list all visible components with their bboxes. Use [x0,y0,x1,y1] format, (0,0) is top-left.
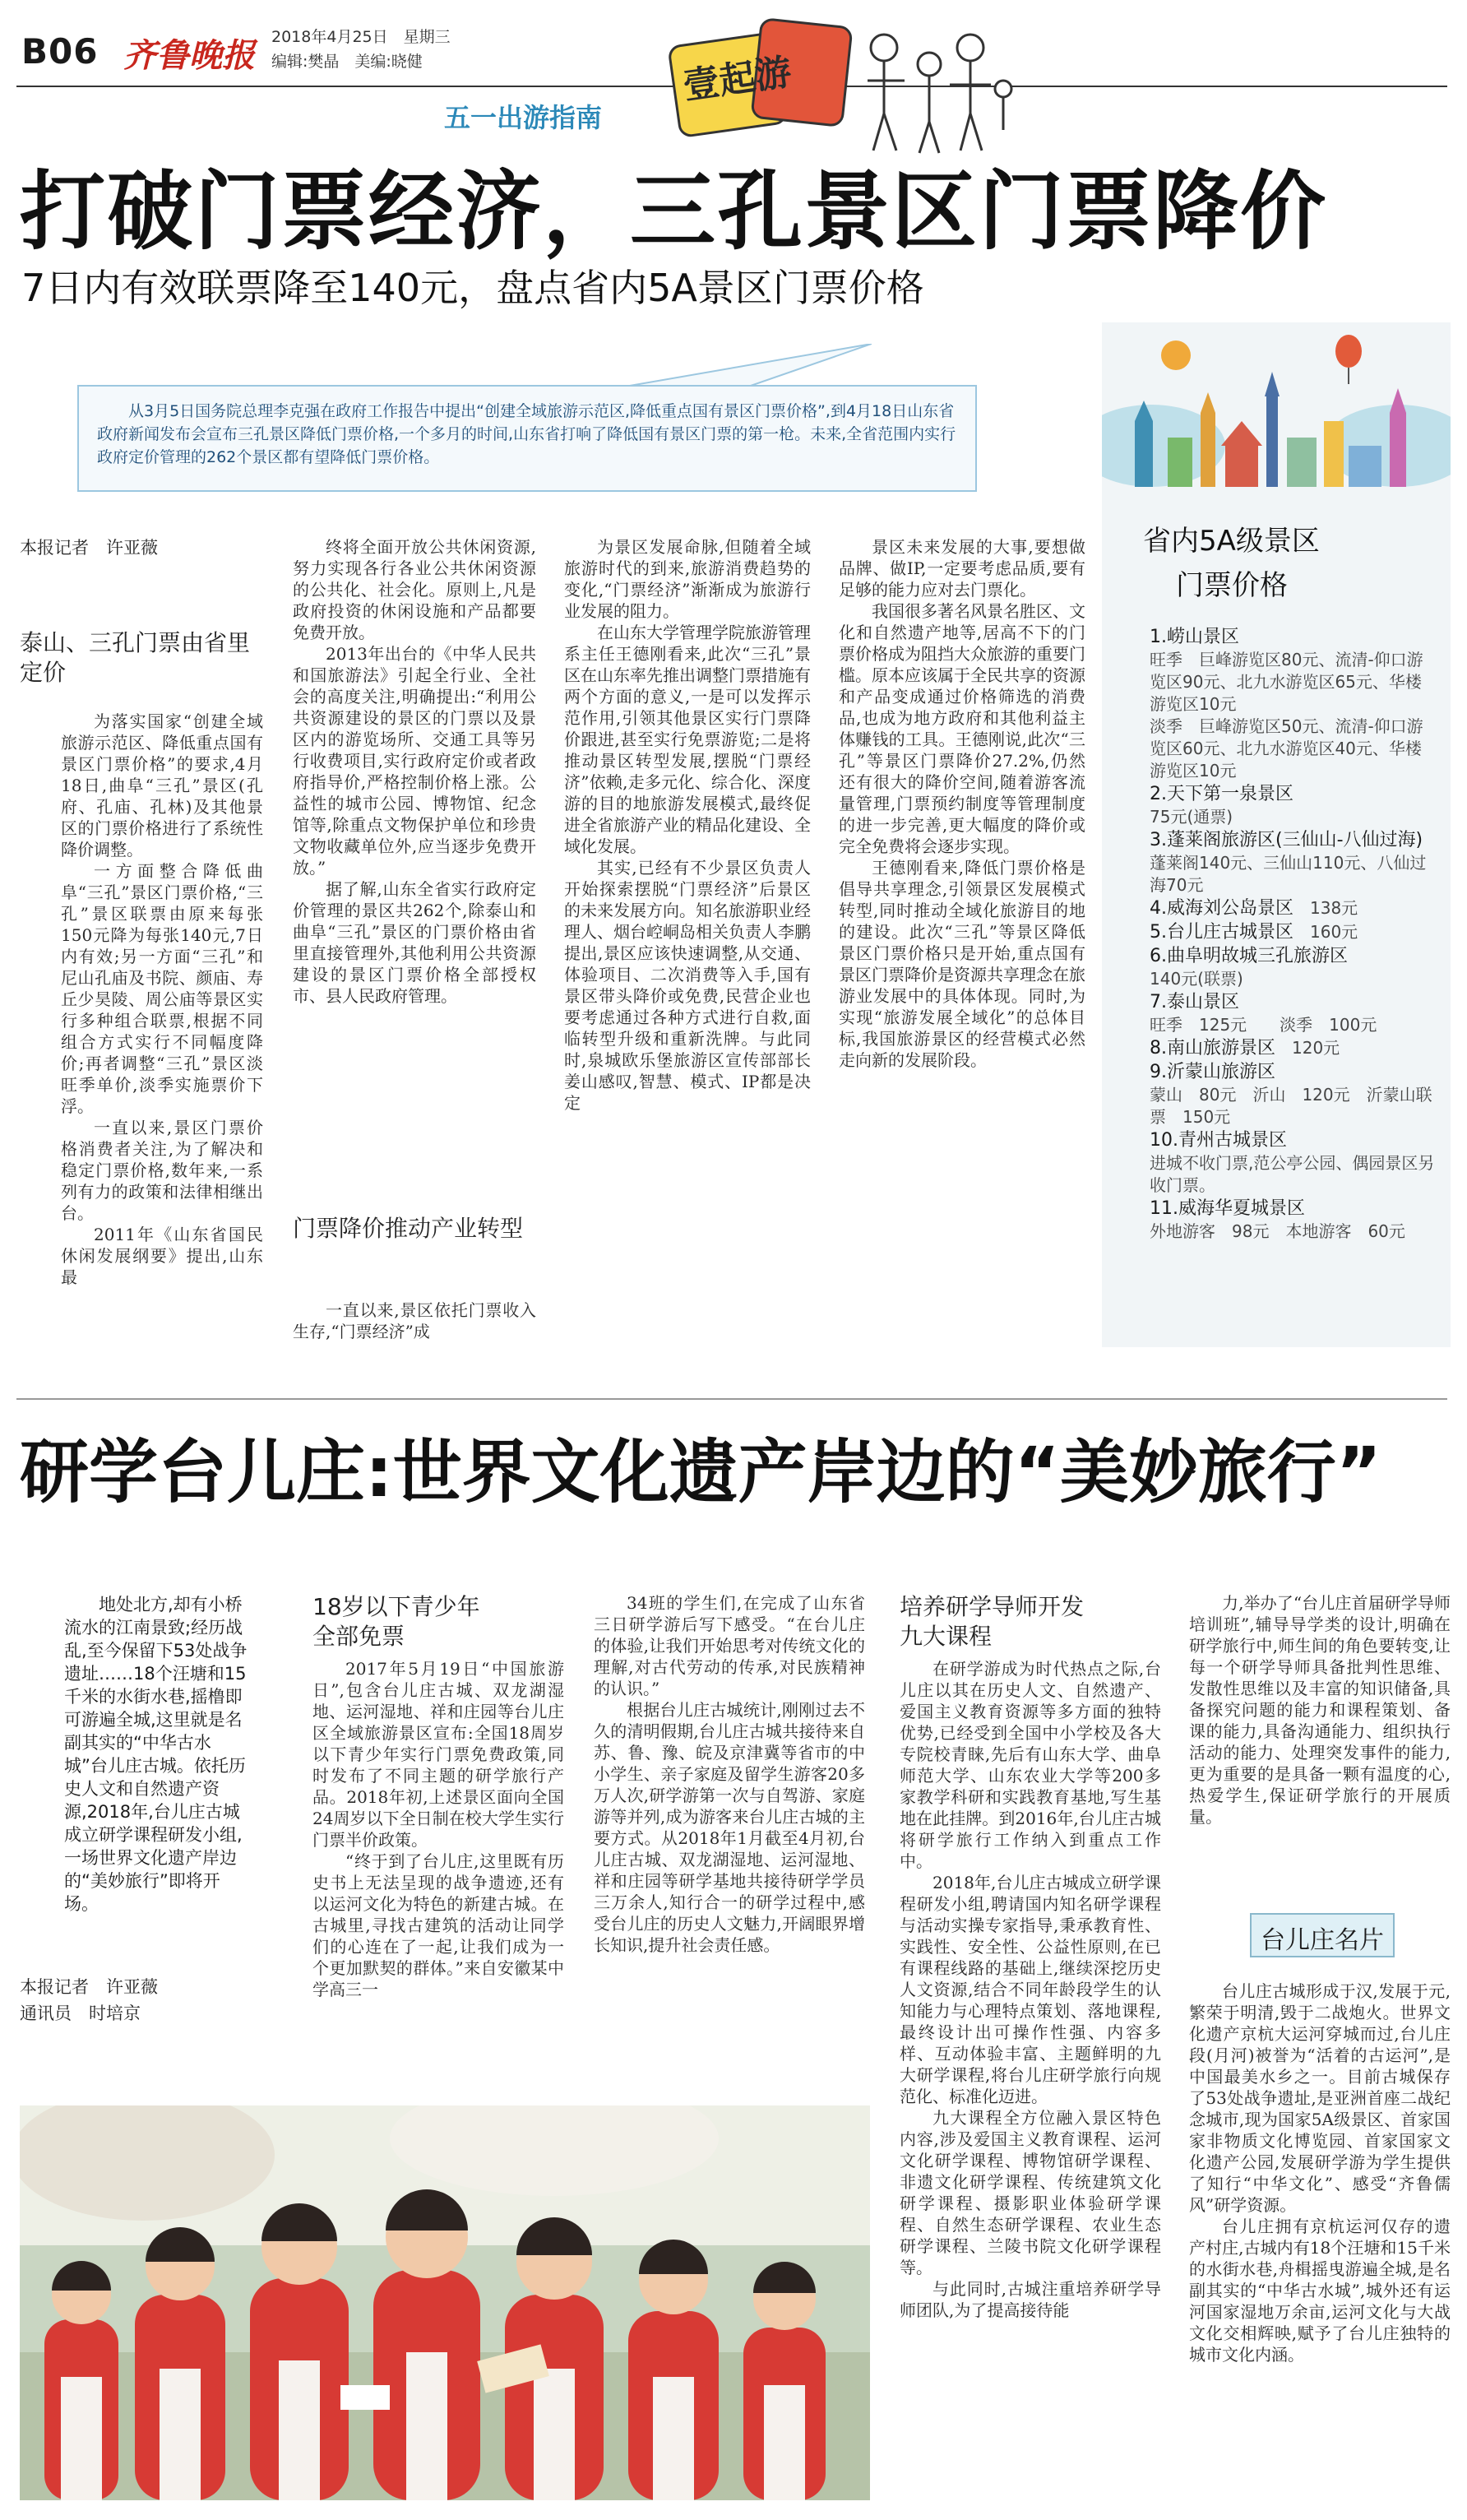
namecard-title: 台儿庄名片 [1261,1926,1384,1955]
scenic-price: 120元 [1292,1038,1340,1058]
subheadline-ticket-price: 7日内有效联票降至140元，盘点省内5A景区门票价格 [21,266,924,310]
article-column [1189,1980,1451,2365]
list-item [1150,828,1437,896]
lead-paragraph: 地处北方,却有小桥流水的江南景致;经历战乱,至今保留下53处战争遗址……18个汪塘和15千米的水街水巷,摇橹即可游遍全城,这里就是名副其实的“中华古水城”台儿庄古城。依托历史人文和自然遗产资源,2018年,台儿庄古城成立研学课程研发小组,一场世界文化遗产岸边的“美妙旅行”即将开场。 [64,1595,248,1914]
page-number: B06 [21,31,99,72]
paragraph: 2011年《山东省国民休闲发展纲要》提出,山东最 [61,1225,263,1287]
article-column [312,1658,564,2000]
paragraph: 2013年出台的《中华人民共和国旅游法》引起全行业、全社会的高度关注,明确提出:“利用公共资源建设的景区的门票以及景区内的游览场所、交通工具等另行收费项目,实行政府定价或者政府指导价,严格控制价格上涨。公益性的城市公园、博物馆、纪念馆等,除重点文物保护单位和珍贵文物收藏单位外,应当逐步免费开放。” [293,644,536,878]
section-title: 五一出游指南 [444,102,603,133]
list-item [1150,782,1437,828]
newspaper-logo: 齐鲁晚报 [123,36,255,75]
section-art-text: 壹起游 [680,51,794,108]
paragraph: 2017年5月19日“中国旅游日”,包含台儿庄古城、双龙湖湿地、运河湿地、祥和庄园等台儿庄区全域旅游景区宣布:全国18周岁以下青少年实行门票免费政策,同时发布了不同主题的研学旅行产品。2018年初,上述景区面向全国24周岁以下全日制在校大学生实行门票半价政策。 [312,1659,564,1850]
list-item [1150,625,1437,716]
scenic-price: 旺季 巨峰游览区80元、流清-仰口游览区90元、北九水游览区65元、华楼游览区10元 [1150,650,1423,714]
scenic-price: 138元 [1310,898,1358,918]
paragraph: 一直以来,景区依托门票收入生存,“门票经济”成 [293,1300,536,1341]
scenic-price: 75元(通票) [1150,807,1233,827]
price-list [1150,625,1437,1243]
article-column [293,536,536,1007]
scenic-name: 8.南山旅游景区 [1150,1038,1275,1058]
article-column [61,711,263,1288]
scenic-name: 7.泰山景区 [1150,992,1239,1012]
list-item [1150,896,1437,920]
scenic-name: 5.台儿庄古城景区 [1150,922,1293,943]
article-column [1189,1592,1451,1827]
date-line: 2018年4月25日 星期三 [271,28,451,46]
intro-text: 从3月5日国务院总理李克强在政府工作报告中提出“创建全域旅游示范区,降低重点国有景区门票价格”,到4月18日山东省政府新闻发布会宣布三孔景区降低门票价格,一个多月的时间,山东省打响了降低国有景区门票的第一枪。未来,全省范围内实行政府定价管理的262个景区都有望降低门票价格。 [97,402,956,466]
paragraph: 一方面整合降低曲阜“三孔”景区门票价格,“三孔”景区联票由原来每张150元降为每张140元,7日内有效;另一方面“三孔”和尼山孔庙及书院、颜庙、寿丘少昊陵、周公庙等景区实行多种组合联票,根据不同组合方式实行不同幅度降价;再者调整“三孔”景区淡旺季单价,淡季实施票价下浮。 [61,861,263,1116]
paragraph: 在研学游成为时代热点之际,台儿庄以其在历史人文、自然遗产、爱国主义教育资源等多方面的独特优势,已经受到全国中小学校及各大专院校青睐,先后有山东大学、曲阜师范大学、山东农业大学等200多家教学科研和实践教育基地,写生基地在此挂牌。到2016年,台儿庄古城将研学旅行工作纳入到重点工作中。 [900,1659,1161,1871]
scenic-name: 3.蓬莱阁旅游区(三仙山-八仙过海) [1150,830,1423,850]
paragraph: “终于到了台儿庄,这里既有历史书上无法呈现的战争遗迹,还有以运河文化为特色的新建古城。在古城里,寻找古建筑的活动让同学们的心连在了一起,让我们成为一个更加默契的群体。”来自安徽某中学高三一 [312,1851,564,1999]
list-item [1150,920,1437,944]
paragraph: 终将全面开放公共休闲资源,努力实现各行各业公共休闲资源的公共化、社会化。原则上,凡是政府投资的休闲设施和产品都要免费开放。 [293,537,536,642]
scenic-name: 2.天下第一泉景区 [1150,784,1293,804]
byline: 本报记者 许亚薇 [20,538,158,558]
paragraph: 力,举办了“台儿庄首届研学导师培训班”,辅导导学类的设计,明确在研学旅行中,师生间的角色要转变,让每一个研学导师具备批判性思维、发散性思维以及丰富的知识储备,具备探究问题的能力和课程策划、备课的能力,具备沟通能力、组织执行活动的能力、处理突发事件的能力,更为重要的是具备一颗有温度的心,热爱学生,保证研学旅行的开展质量。 [1189,1593,1451,1827]
article-column [594,1592,865,1956]
article-column [564,536,811,1114]
paragraph: 为景区发展命脉,但随着全域旅游时代的到来,旅游消费趋势的变化,“门票经济”渐渐成为旅游行业发展的阻力。 [564,537,811,621]
scenic-price: 蒙山 80元 沂山 120元 沂蒙山联票 150元 [1150,1085,1432,1127]
headline-study-tour: 研学台儿庄:世界文化遗产岸边的“美妙旅行” [20,1432,1382,1512]
list-item [1150,990,1437,1036]
scenic-price: 旺季 125元 淡季 100元 [1150,1015,1377,1035]
paragraph: 王德刚看来,降低门票价格是倡导共享理念,引领景区发展模式转型,同时推动全域化旅游目的地的建设。此次“三孔”等景区降低景区门票价格只是开始,重点国有景区门票降价是资源共享理念在旅游业发展中的具体体现。同时,为实现“旅游发展全域化”的总体目标,我国旅游景区的经营模式必然走向新的发展阶段。 [839,858,1085,1070]
byline: 本报记者 许亚薇 [20,1977,158,1997]
article-column [839,536,1085,1071]
callout-tail [625,344,872,387]
section-subhead: 培养研学导师开发九大课程 [900,1593,1085,1650]
panel-title: 省内5A级景区 [1143,525,1320,558]
paragraph: 为落实国家“创建全域旅游示范区、降低重点国有景区门票价格”的要求,4月18日,曲阜“三孔”景区(孔府、孔庙、孔林)及其他景区的门票价格进行了系统性降价调整。 [61,711,263,859]
scenic-price: 外地游客 98元 本地游客 60元 [1150,1221,1405,1241]
scenic-price: 蓬莱阁140元、三仙山110元、八仙过海70元 [1150,853,1427,895]
paragraph: 34班的学生们,在完成了山东省三日研学游后写下感受。“在台儿庄的体验,让我们开始思考对传统文化的理解,对古代劳动的传承,对民族精神的认识。” [594,1593,865,1698]
paragraph: 2018年,台儿庄古城成立研学课程研发小组,聘请国内知名研学课程与活动实操专家指导,秉承教育性、实践性、安全性、公益性原则,在已有课程线路的基础上,继续深挖历史人文资源,结合不同年龄段学生的认知能力与心理特点策划、落地课程,最终设计出可操作性强、内容多样、互动体验丰富、主题鲜明的九大研学课程,将台儿庄研学旅行向规范化、标准化迈进。 [900,1873,1161,2106]
scenic-price: 140元(联票) [1150,969,1243,989]
paragraph: 台儿庄古城形成于汉,发展于元,繁荣于明清,毁于二战炮火。世界文化遗产京杭大运河穿城而过,台儿庄段(月河)被誉为“活着的古运河”,是中国最美水乡之一。目前古城保存了53处战争遗址,是亚洲首座二战纪念城市,现为国家5A级景区、首家国家非物质文化博览园、首家国家文化遗产公园,发展研学游为学生提供了知行“中华文化”、感受“齐鲁儒风”研学资源。 [1189,1981,1451,2215]
paragraph: 其实,已经有不少景区负责人开始探索摆脱“门票经济”后景区的未来发展方向。知名旅游职业经理人、烟台崆峒岛相关负责人李鹏提出,景区应该快速调整,从交通、体验项目、二次消费等入手,国有景区带头降价或免费,民营企业也要考虑通过各种方式进行自救,面临转型升级和重新洗牌。与此同时,泉城欧乐堡旅游区宣传部部长姜山感叹,智慧、模式、IP都是决定 [564,858,811,1113]
list-item [1150,1197,1437,1243]
scenic-name: 9.沂蒙山旅游区 [1150,1062,1275,1082]
article-column [900,1658,1161,2321]
section-subhead: 泰山、三孔门票由省里定价 [20,629,251,686]
scenic-price: 160元 [1310,922,1358,942]
editor-line: 编辑:樊晶 美编:晓健 [271,53,423,71]
list-item [1150,1036,1437,1060]
paragraph: 在山东大学管理学院旅游管理系主任王德刚看来,此次“三孔”景区在山东率先推出调整门票措施有两个方面的意义,一是可以发挥示范作用,引领其他景区实行门票降价跟进,甚至实行免票游览;二是将推动景区转型发展,摆脱“门票经济”依赖,走多元化、综合化、深度游的目的地旅游发展模式,最终促进全省旅游产业的精品化建设、全域化发展。 [564,623,811,856]
scenic-name: 6.曲阜明故城三孔旅游区 [1150,946,1348,966]
article-column [293,1299,536,1342]
headline-ticket-price: 打破门票经济，三孔景区门票降价 [20,161,1328,262]
landmarks-illustration-icon [1102,322,1451,528]
paragraph: 九大课程全方位融入景区特色内容,涉及爱国主义教育课程、运河文化研学课程、博物馆研学课程、非遗文化研学课程、传统建筑文化研学课程、摄影职业体验研学课程、自然生态研学课程、农业生态研学课程、兰陵书院文化研学课程等。 [900,2108,1161,2277]
scenic-name: 10.青州古城景区 [1150,1130,1287,1151]
section-subhead: 18岁以下青少年全部免票 [312,1593,480,1650]
paragraph: 景区未来发展的大事,要想做品牌、做IP,一定要考虑品质,要有足够的能力应对去门票化。 [839,537,1085,600]
paragraph: 根据台儿庄古城统计,刚刚过去不久的清明假期,台儿庄古城共接待来自苏、鲁、豫、皖及京津冀等省市的中小学生、亲子家庭及留学生游客20多万人次,研学游第一次与自驾游、家庭游等并列,成为游客来台儿庄古城的主要方式。从2018年1月截至4月初,台儿庄古城、双龙湖湿地、运河湿地、祥和庄园等研学基地共接待研学学员三万余人,知行合一的研学过程中,感受台儿庄的历史人文魅力,开阔眼界增长知识,提升社会责任感。 [594,1700,865,1955]
paragraph: 一直以来,景区门票价格消费者关注,为了解决和稳定门票价格,数年来,一系列有力的政策和法律相继出台。 [61,1118,263,1223]
list-item [1150,1060,1437,1128]
scenic-price: 进城不收门票,范公亭公园、偶园景区另收门票。 [1150,1153,1435,1195]
list-item [1150,944,1437,990]
list-item [1150,716,1437,782]
section-subhead: 门票降价推动产业转型 [293,1215,524,1242]
section-divider [16,1398,1447,1400]
scenic-name: 1.崂山景区 [1150,627,1239,647]
paragraph: 我国很多著名风景名胜区、文化和自然遗产地等,居高不下的门票价格成为阻挡大众旅游的重要门槛。原本应该属于全民共享的资源和产品变成通过价格筛选的消费品,也成为地方政府和其他利益主体赚钱的工具。王德刚说,此次“三孔”等景区门票降价27.2%,仍然还有很大的降价空间,随着游客流量管理,门票预约制度等管理制度的进一步完善,更大幅度的降价或完全免费将会逐步实现。 [839,601,1085,856]
paragraph: 台儿庄拥有京杭运河仅存的遗产村庄,古城内有18个汪塘和15千米的水街水巷,舟楫摇曳游遍全城,是名副其实的“中华古水城”,城外还有运河国家湿地万余亩,运河文化与大战文化交相辉映,赋予了台儿庄独特的城市文化内涵。 [1189,2217,1451,2365]
paragraph: 与此同时,古城注重培养研学导师团队,为了提高接待能 [900,2279,1161,2320]
students-photo [20,2105,870,2500]
scenic-name: 4.威海刘公岛景区 [1150,898,1293,919]
scenic-price: 淡季 巨峰游览区50元、流清-仰口游览区60元、北九水游览区40元、华楼游览区10元 [1150,716,1423,781]
scenic-name: 11.威海华夏城景区 [1150,1198,1305,1219]
list-item [1150,1128,1437,1197]
panel-subtitle: 门票价格 [1176,569,1288,602]
byline: 通讯员 时培京 [20,2003,141,2023]
paragraph: 据了解,山东全省实行政府定价管理的景区共262个,除泰山和曲阜“三孔”景区的门票价格由省里直接管理外,其他利用公共资源建设的景区门票价格全部授权市、县人民政府管理。 [293,879,536,1006]
